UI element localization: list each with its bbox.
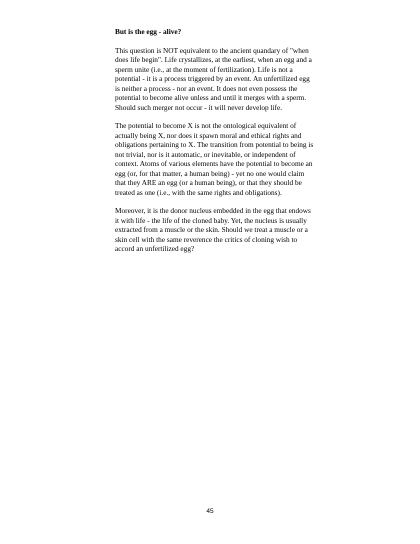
paragraph-2: The potential to become X is not the ontological equivalent of actually being X, nor does it spawn moral and ethical rights and obligations pertaining to X. The transition from potential to being is not trivial, nor is it automatic, or inevitable, or independent of context. Atoms of various elements have the potential to become an egg (or, for that matter, a human being) - yet no one would claim that they ARE an egg (or a human being), or that they should be treated as one (i.e., with the same rights and obligations). xyxy=(115,121,314,197)
text-column xyxy=(115,27,315,263)
paragraph-3: Moreover, it is the donor nucleus embedded in the egg that endows it with life - the life of the cloned baby. Yet, the nucleus is usually extracted from a muscle or the skin. Should we treat a muscle or a skin cell with the same reverence the critics of cloning wish to accord an unfertilized egg? xyxy=(115,206,311,253)
section-heading: But is the egg - alive? xyxy=(115,27,182,36)
page-number: 45 xyxy=(206,508,214,515)
paragraph-1: This question is NOT equivalent to the ancient quandary of "when does life begin". Life crystallizes, at the earliest, when an egg and a sperm unite (i.e., at the moment of fertilization). Life is not a potential - it is a process triggered by an event. An unfertilized egg is neither a process - nor an event. It does not even possess the potential to become alive unless and until it merges with a sperm. Should such merger not occur - it will never develop life. xyxy=(115,45,312,112)
